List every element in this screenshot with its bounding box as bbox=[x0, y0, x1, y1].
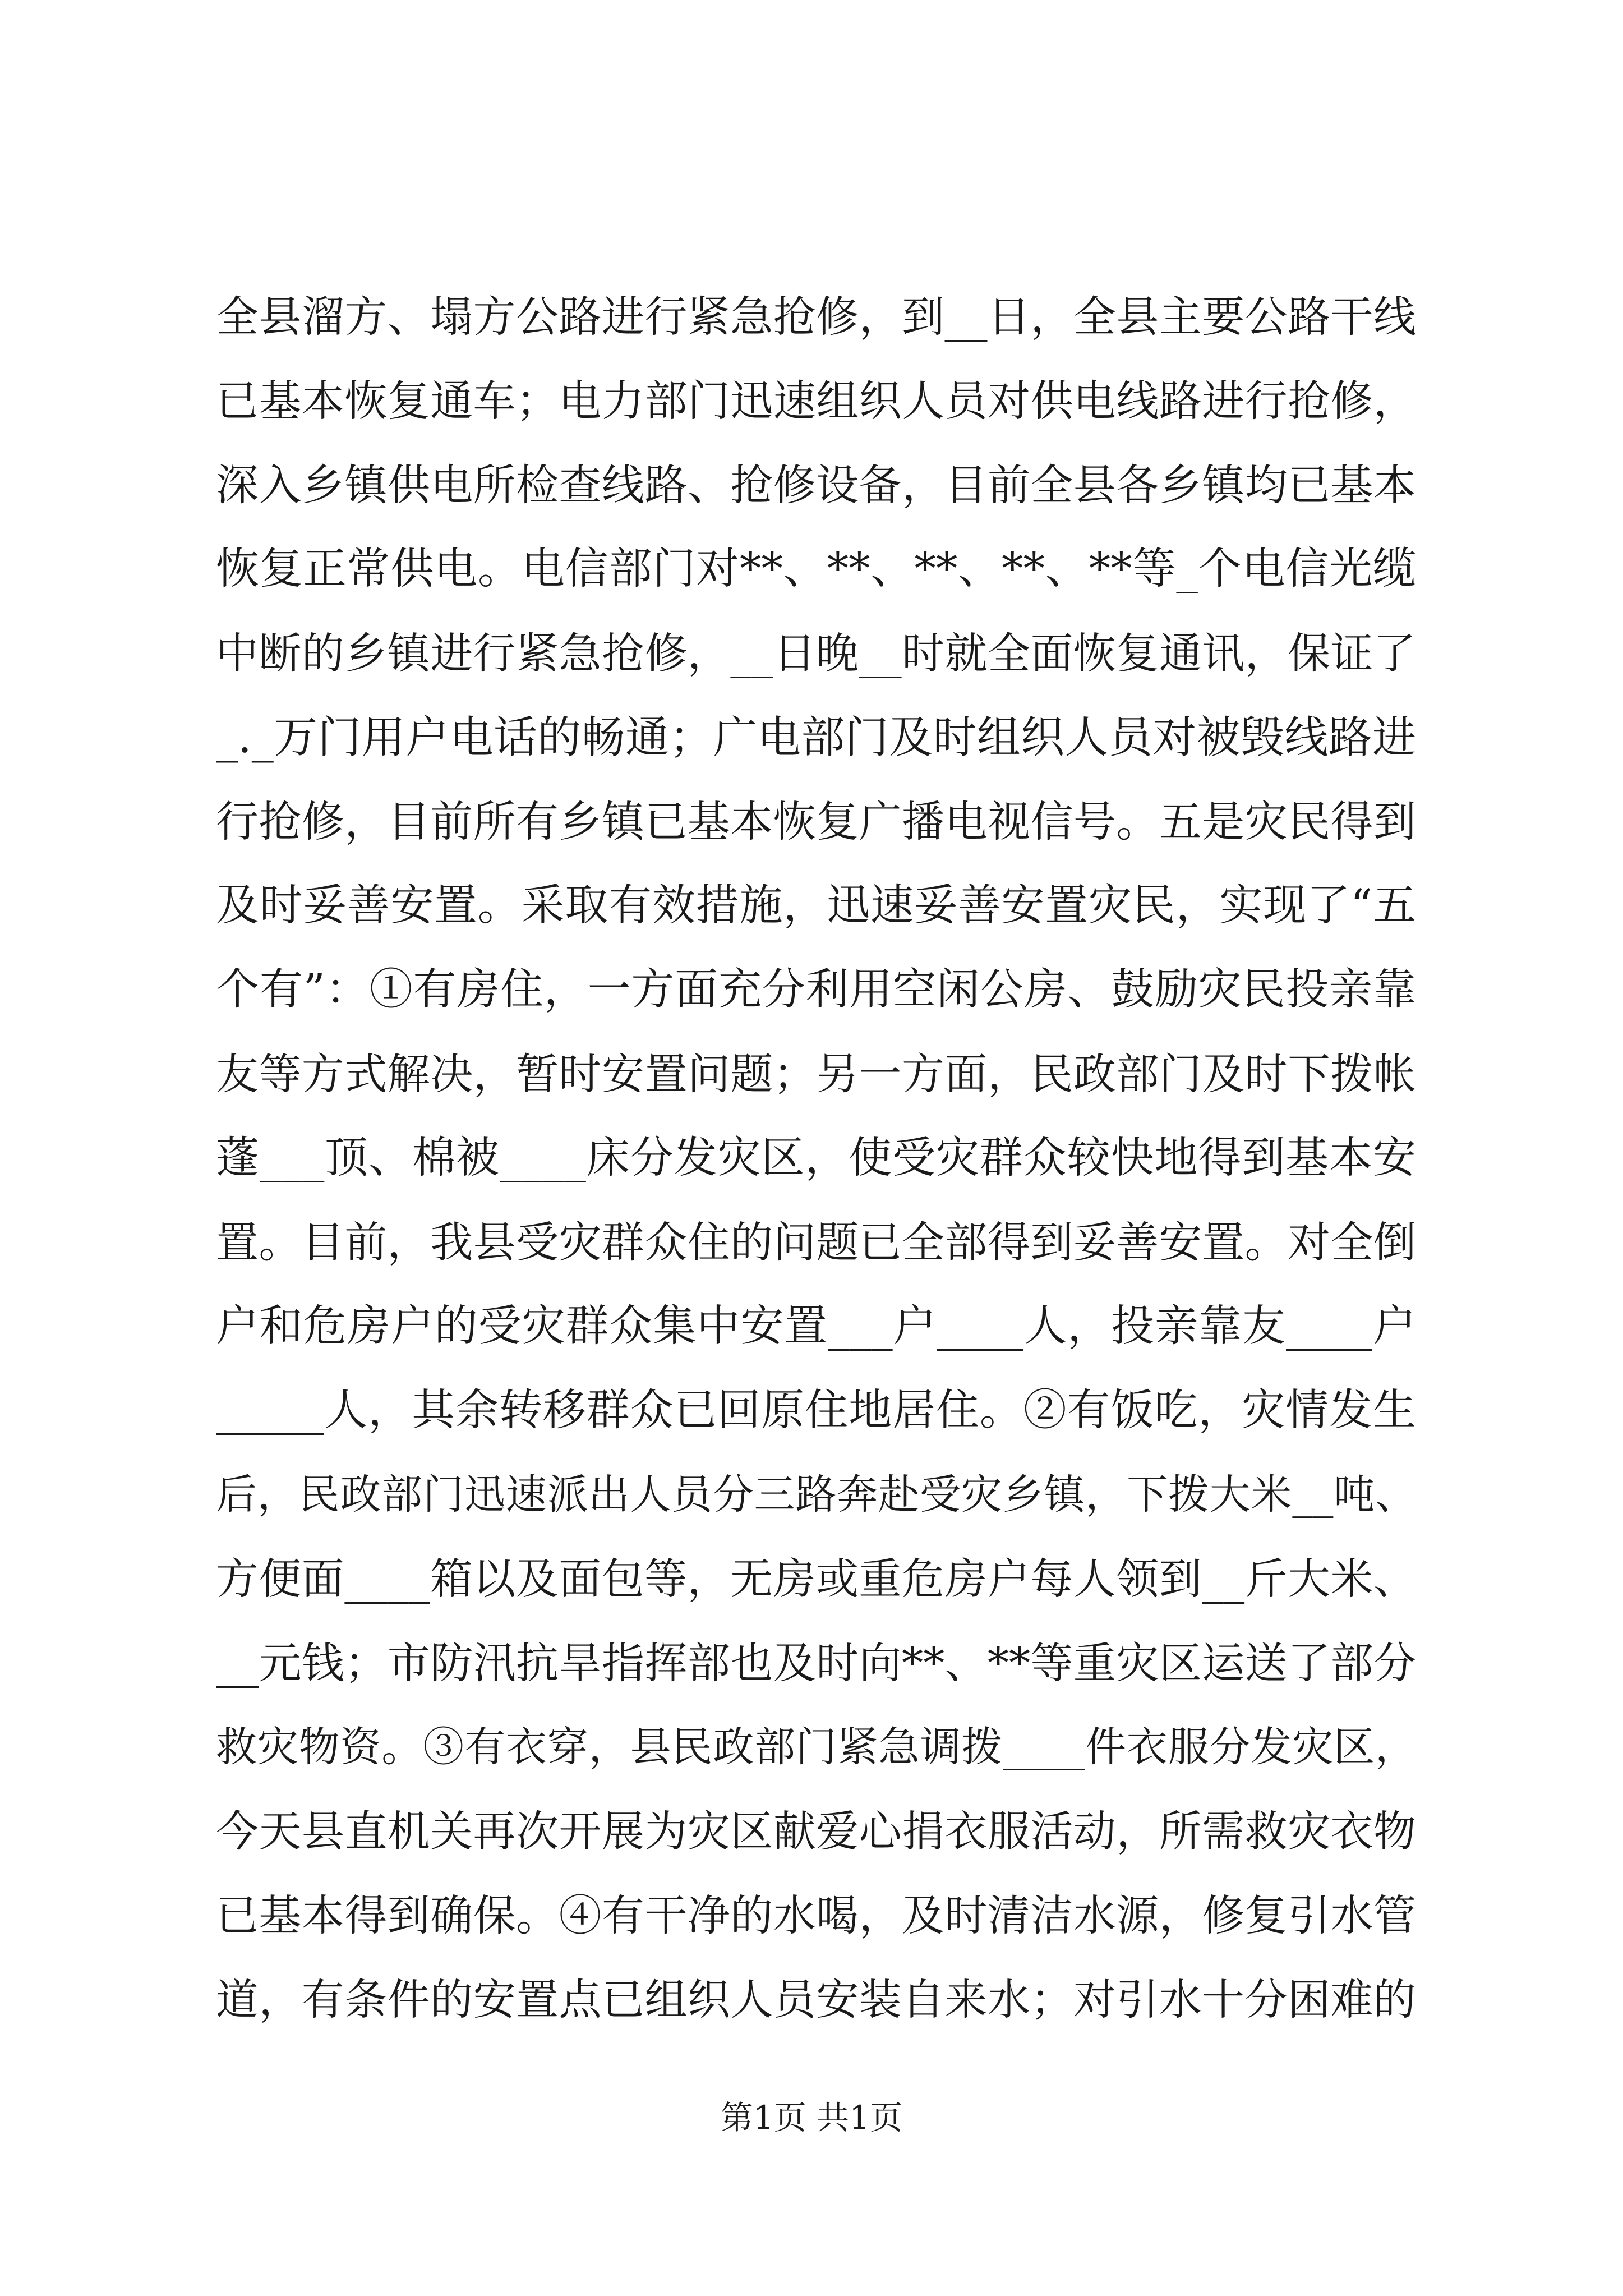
text-line: 中断的乡镇进行紧急抢修，__日晚__时就全面恢复通讯，保证了 bbox=[216, 628, 1416, 678]
text-line: 已基本得到确保。④有干净的水喝，及时清洁水源，修复引水管 bbox=[216, 1890, 1416, 1940]
text-line: 后，民政部门迅速派出人员分三路奔赴受灾乡镇，下拨大米__吨、 bbox=[216, 1471, 1416, 1519]
text-line: 及时妥善安置。采取有效措施，迅速妥善安置灾民，实现了“五 bbox=[216, 881, 1416, 931]
text-line: 道，有条件的安置点已组织人员安装自来水；对引水十分困难的 bbox=[216, 1975, 1416, 2024]
text-line: 救灾物资。③有衣穿，县民政部门紧急调拨____件衣服分发灾区， bbox=[216, 1723, 1416, 1771]
text-line: 深入乡镇供电所检查线路、抢修设备，目前全县各乡镇均已基本 bbox=[216, 460, 1416, 510]
text-line: 恢复正常供电。电信部门对**、**、**、**、**等_个电信光缆 bbox=[216, 544, 1416, 594]
text-line: 行抢修，目前所有乡镇已基本恢复广播电视信号。五是灾民得到 bbox=[216, 797, 1416, 846]
text-line: 户和危房户的受灾群众集中安置___户____人，投亲靠友____户 bbox=[216, 1301, 1416, 1351]
text-line: 蓬___顶、棉被____床分发灾区，使受灾群众较快地得到基本安 bbox=[216, 1133, 1416, 1183]
body-text bbox=[216, 275, 1416, 2042]
text-line: _____人，其余转移群众已回原住地居住。②有饭吃，灾情发生 bbox=[216, 1386, 1416, 1435]
text-line: 全县溜方、塌方公路进行紧急抢修，到__日，全县主要公路干线 bbox=[216, 292, 1416, 342]
page-footer: 第1页 共1页 bbox=[720, 2099, 903, 2137]
text-line: __元钱；市防汛抗旱指挥部也及时向**、**等重灾区运送了部分 bbox=[216, 1638, 1416, 1688]
text-line: 置。目前，我县受灾群众住的问题已全部得到妥善安置。对全倒 bbox=[216, 1217, 1416, 1267]
text-line: _._万门用户电话的畅通；广电部门及时组织人员对被毁线路进 bbox=[216, 712, 1416, 763]
text-line: 友等方式解决，暂时安置问题；另一方面，民政部门及时下拨帐 bbox=[216, 1049, 1416, 1099]
text-line: 今天县直机关再次开展为灾区献爱心捐衣服活动，所需救灾衣物 bbox=[216, 1806, 1416, 1856]
text-line: 已基本恢复通车；电力部门迅速组织人员对供电线路进行抢修， bbox=[216, 376, 1416, 426]
text-line: 个有”：①有房住，一方面充分利用空闲公房、鼓励灾民投亲靠 bbox=[216, 965, 1416, 1015]
text-line: 方便面____箱以及面包等，无房或重危房户每人领到__斤大米、 bbox=[216, 1554, 1416, 1604]
